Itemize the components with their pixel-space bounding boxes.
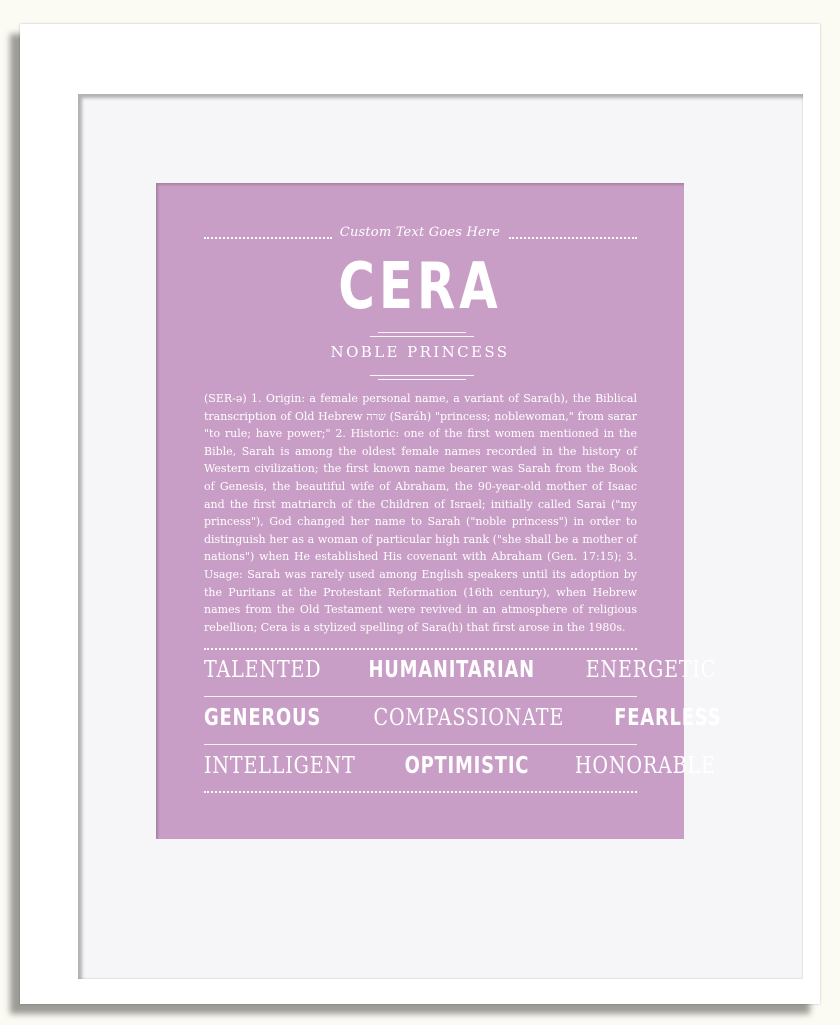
trait-row-divider <box>204 744 637 745</box>
trait: HONORABLE <box>575 753 717 779</box>
trait-row-divider <box>204 696 637 697</box>
definition-paragraph: (SER-ə) 1. Origin: a female personal name, a variant of Sara(h), the Biblical transcription of Old Hebrew שרה (Saráh) "princess; noblewoman," from sarar "to rule; have power;" 2. Historic: one of the first women mentioned in the Bible, Sarah is among the oldest female names recorded in the history of Western civilization; the first known name bearer was Sarah from the Book of Genesis, the beautiful wife of Abraham, the 90-year-old mother of Isaac and the first matriarch of the Children of Israel; initially called Sarai ("my princess"), God changed her name to Sarah ("noble princess") in order to distinguish her as a woman of particular high rank ("she shall be a mother of nations") when He established His covenant with Abraham (Gen. 17:15); 3. Usage: Sarah was rarely used among English speakers until its adoption by the Puritans at the Protestant Reformation (16th century), when Hebrew names from the Old Testament were revived in an atmosphere of religious rebellion; Cera is a stylized spelling of Sara(h) that first arose in the 1980s. <box>204 392 637 634</box>
name-print <box>156 183 722 839</box>
name-meaning: NOBLE PRINCESS <box>330 343 510 361</box>
traits-bottom-dotted-rule <box>204 791 637 793</box>
trait: OPTIMISTIC <box>404 753 529 779</box>
traits-top-dotted-rule <box>204 648 637 650</box>
upper-rule-short <box>378 332 466 333</box>
lower-rule-short <box>378 379 466 380</box>
custom-tagline: Custom Text Goes Here <box>339 225 501 240</box>
top-left-dotted-rule <box>204 237 332 239</box>
trait: TALENTED <box>204 657 322 683</box>
trait-row-1 <box>204 657 717 693</box>
trait-row-3 <box>204 753 717 789</box>
trait: GENEROUS <box>204 705 322 731</box>
lower-rule-long <box>370 375 474 376</box>
top-right-dotted-rule <box>509 237 637 239</box>
trait: COMPASSIONATE <box>373 705 565 731</box>
trait: FEARLESS <box>613 705 722 731</box>
trait: HUMANITARIAN <box>368 657 536 683</box>
trait-row-2 <box>204 705 722 741</box>
trait: ENERGETIC <box>585 657 717 683</box>
trait: INTELLIGENT <box>204 753 356 779</box>
upper-rule-long <box>370 336 474 337</box>
definition-text <box>204 390 637 636</box>
name-title: CERA <box>338 250 502 324</box>
